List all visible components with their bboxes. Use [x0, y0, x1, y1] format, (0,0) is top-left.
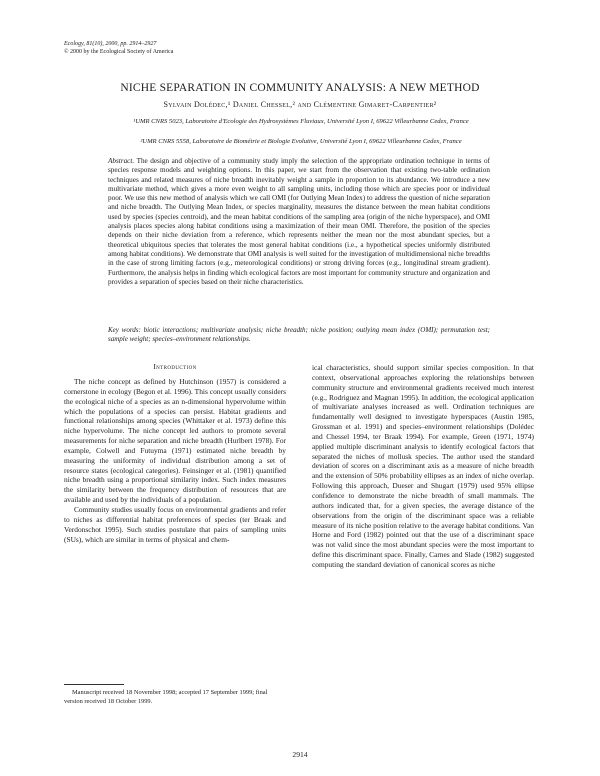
keywords-label: Key words:: [108, 326, 141, 334]
right-column: [312, 363, 534, 570]
journal-header: [64, 40, 173, 56]
journal-copyright: © 2000 by the Ecological Society of America: [64, 49, 174, 55]
paragraph: ical characteristics, should support similar species composition. In that context, observational approaches exploring the relationships between community structure and environmental gradients received much interest (e.g., Rodriguez and Magnan 1995). In addition, the ecological application of multivariate analyses increased as well. Ordination techniques are fundamentally well designed to investigate hyperspaces (Austin 1985, Grossman et al. 1991) and species–environment relationships (Dolédec and Chessel 1994, ter Braak 1994). For example, Green (1971, 1974) applied multiple discriminant analysis to identify ecological factors that separated the niches of mollusk species. The author used the standard deviation of scores on a discriminant axis as a measure of niche breadth and the extension of 50% probability ellipses as an index of niche overlap. Following this approach, Dueser and Shugart (1979) used 95% ellipse confidence to demonstrate the niche breadth of small mammals. The authors indicated that, for a given species, the average distance of the observations from the origin of the discriminant space was a reliable measure of its niche position relative to the average habitat conditions. Van Horne and Ford (1982) pointed out that the use of a discriminant space was not valid since the most abundant species were the most important to define this discriminant space. Finally, Carnes and Slade (1982) suggested computing the standard deviation of canonical scores as niche: [312, 363, 534, 569]
affiliation-1: ¹UMR CNRS 5023, Laboratoire d'Ecologie des Hydrosystèmes Fluviaux, Université Lyon I, 69622 Villeurbanne Cedex, France: [133, 118, 469, 125]
abstract-text: The design and objective of a community study imply the selection of the appropriate ordination technique in terms of species response models and weighting options. In this paper, we start from the observation that existing two-table ordination techniques and related measures of niche breadth inevitably weight a sample in proportion to its abundance. We introduce a new multivariate method, which gives a more even weight to all sampling units, including those which are species poor or individual poor. We use this new method of analysis which we call OMI (for Outlying Mean Index) to address the question of niche separation and niche breadth. The Outlying Mean Index, or species marginality, measures the distance between the mean habitat conditions used by species (species centroid), and the mean habitat conditions of the sampling area (origin of the niche hyperspace), and OMI analysis places species along habitat conditions using a maximization of their mean OMI. Therefore, the position of the species depends on their niche deviation from a reference, which represents neither the mean nor the most abundant species, but a theoretical ubiquitous species that tolerates the most general habitat conditions (i.e., a hypothetical species uniformly distributed among habitat conditions). We demonstrate that OMI analysis is well suited for the investigation of multidimensional niche breadths in the case of strong limiting factors (e.g., meteorological conditions) or strong driving forces (e.g., longitudinal stream gradient). Furthermore, the analysis helps in finding which ecological factors are most important for community structure and organization and provides a separation of species based on their niche characteristics.: [108, 157, 490, 286]
author-list: Sylvain Dolédec,¹ Daniel Chessel,² and Clémentine Gimaret-Carpentier²: [163, 100, 437, 109]
page-number: 2914: [292, 750, 308, 759]
section-heading-introduction: Introduction: [153, 362, 197, 371]
journal-citation: Ecology, 81(10), 2000, pp. 2914–2927: [64, 41, 157, 47]
left-column: [64, 377, 286, 544]
footnote: [64, 689, 286, 706]
abstract-label: Abstract.: [108, 157, 135, 165]
abstract: [108, 157, 490, 287]
affiliation-2: ²UMR CNRS 5558, Laboratoire de Biométrie et Biologie Evolutive, Université Lyon I, 69622 Villeurbanne Cedex, France: [140, 138, 462, 145]
keywords: [108, 326, 490, 344]
paragraph: The niche concept as defined by Hutchinson (1957) is considered a cornerstone in ecology (Begon et al. 1996). This concept usually considers the ecological niche of a species as an n-dimensional hypervolume within which the populations of a species can persist. Habitat gradients and functional relationships among species (Whittaker et al. 1973) define this niche hypervolume. The niche concept led authors to promote several measurements for niche separation and niche breadth (Hurlbert 1978). For example, Colwell and Futuyma (1971) estimated niche breadth by measuring the uniformity of individual distribution among a set of resource states (ecological categories). Feinsinger et al. (1981) quantified niche breadth using a proportional similarity index. Such index measures the similarity between the frequency distribution of resources that are available and used by the individuals of a population.: [64, 377, 286, 505]
footnote-divider: [64, 684, 124, 685]
paper-title: NICHE SEPARATION IN COMMUNITY ANALYSIS: A NEW METHOD: [120, 82, 480, 94]
paragraph: Community studies usually focus on environmental gradients and refer to niches as differential habitat preferences of species (ter Braak and Verdonschot 1995). Such studies postulate that pairs of sampling units (SUs), which are similar in terms of physical and chem-: [64, 504, 286, 544]
keywords-text: biotic interactions; multivariate analysis; niche breadth; niche position; outlying mean index (OMI); permutation test; sample weight; species–environment relationships.: [108, 326, 490, 343]
manuscript-dates: Manuscript received 18 November 1998; accepted 17 September 1999; final version received 18 October 1999.: [64, 689, 268, 705]
